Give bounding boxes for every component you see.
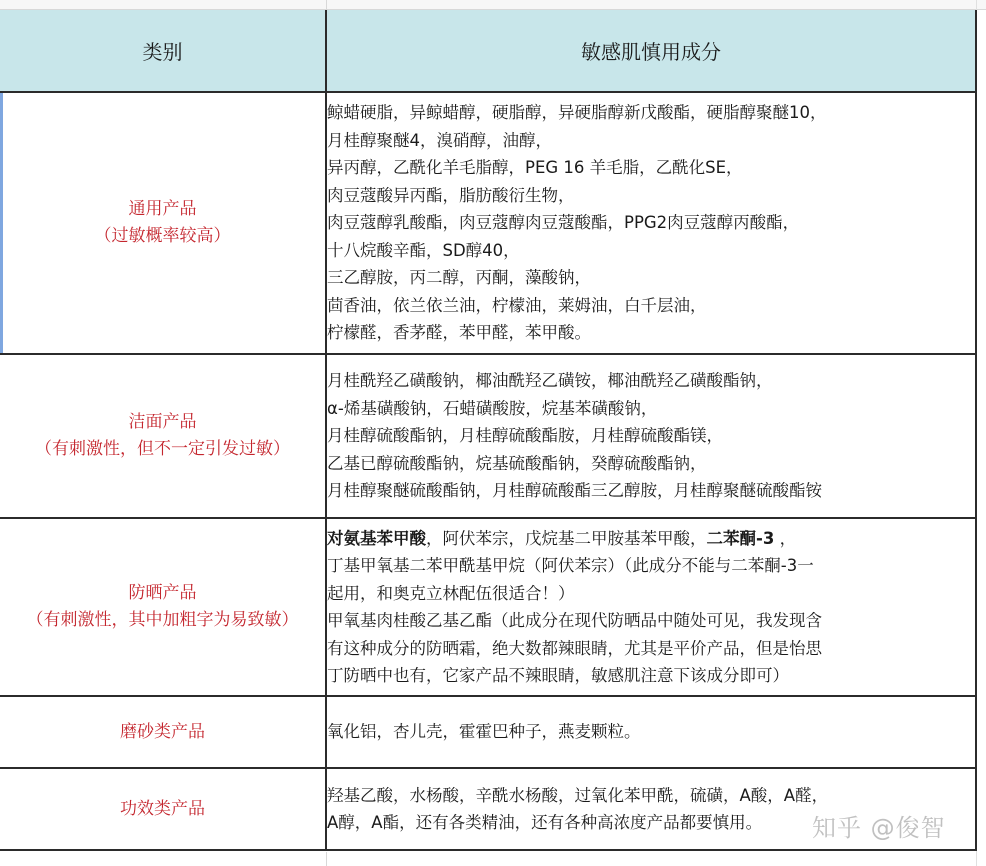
ingredient-line: 肉豆蔻酸异丙酯，脂肪酸衍生物， [327,185,575,205]
category-title: 通用产品 [128,199,197,219]
category-title: 功效类产品 [120,798,205,819]
category-cell-scrub[interactable] [0,696,326,768]
ingredient-text: ， [774,528,797,548]
header-row [0,10,976,92]
ingredient-line: 柠檬醛，香茅醛，苯甲醛，苯甲酸。 [327,323,591,343]
ingredient-line [327,525,975,553]
allergen-bold: 二苯酮-3 [706,528,775,548]
ingredient-line: 肉豆蔻醇乳酸酯，肉豆蔻醇肉豆蔻酸酯，PPG2肉豆蔻醇丙酸酯， [327,213,800,233]
table-row [0,518,976,696]
table-row [0,92,976,354]
table-row [0,696,976,768]
ingredient-line: 丁防晒中也有，它家产品不辣眼睛，敏感肌注意下该成分即可） [327,666,789,685]
ingredient-line: 月桂醇聚醚硫酸酯钠，月桂醇硫酸酯三乙醇胺，月桂醇聚醚硫酸酯铵 [327,481,822,501]
ingredient-line: 十八烷酸辛酯，SD醇40， [327,240,520,260]
sensitive-skin-ingredients-table [0,10,977,851]
ingredient-line: 羟基乙酸，水杨酸，辛酰水杨酸，过氧化苯甲酰，硫磺，A酸，A醛， [327,785,829,805]
ingredient-line: 月桂酰羟乙磺酸钠，椰油酰羟乙磺铵，椰油酰羟乙磺酸酯钠， [327,371,773,391]
ingredient-line: α-烯基磺酸钠，石蜡磺酸胺，烷基苯磺酸钠， [327,398,658,418]
category-cell-sunscreen[interactable] [0,518,326,696]
category-cell-general[interactable] [0,92,326,354]
column-divider [326,0,327,9]
table-row [0,354,976,518]
ingredient-text: ，阿伏苯宗，戊烷基二甲胺基苯甲酸， [426,528,707,548]
ingredient-line: 茴香油，依兰依兰油，柠檬油，莱姆油，白千层油， [327,295,707,315]
category-cell-cleansing[interactable] [0,354,326,518]
ingredients-cell-scrub[interactable] [326,696,976,768]
category-note: （有刺激性，但不一定引发过敏） [35,439,290,459]
ingredient-line: 月桂醇聚醚4，溴硝醇，油醇， [327,130,552,150]
ingredient-line: 月桂醇硫酸酯钠，月桂醇硫酸酯胺，月桂醇硫酸酯镁， [327,426,723,446]
category-note: （过敏概率较高） [94,226,231,246]
ingredient-line: 甲氧基肉桂酸乙基乙酯（此成分在现代防晒品中随处可见，我发现含 [327,611,822,630]
ingredients-cell-sunscreen[interactable] [326,518,976,696]
watermark: 知乎 @俊智 [812,814,946,842]
column-header-strip [0,0,986,10]
ingredients-cell-functional[interactable] [326,768,976,850]
ingredients-cell-general[interactable] [326,92,976,354]
category-title: 防晒产品 [128,583,197,603]
category-cell-functional[interactable] [0,768,326,850]
ingredient-line: 异丙醇，乙酰化羊毛脂醇，PEG 16 羊毛脂，乙酰化SE， [327,158,743,178]
category-note: （有刺激性，其中加粗字为易致敏） [26,610,299,630]
ingredient-line: 起用，和奥克立林配伍很适合！） [327,583,575,603]
ingredient-line: 丁基甲氧基二苯甲酰基甲烷（阿伏苯宗）（此成分不能与二苯酮-3一 [327,556,814,575]
header-category[interactable]: 类别 [0,10,326,92]
header-ingredients[interactable]: 敏感肌慎用成分 [326,10,976,92]
gridline [326,852,327,866]
ingredients-cell-cleansing[interactable] [326,354,976,518]
ingredient-line: 氧化铝，杏儿壳，霍霍巴种子，燕麦颗粒。 [327,722,641,742]
ingredient-line: 乙基已醇硫酸酯钠，烷基硫酸酯钠，癸醇硫酸酯钠， [327,453,707,473]
category-title: 磨砂类产品 [120,721,205,742]
table-row [0,768,976,850]
category-title: 洁面产品 [128,412,197,432]
allergen-bold: 对氨基苯甲酸 [327,528,426,548]
ingredient-line: 三乙醇胺，丙二醇，丙酮，藻酸钠， [327,268,591,288]
ingredient-line: A醇，A酯，还有各类精油，还有各种高浓度产品都要慎用。 [327,813,763,832]
ingredient-line: 鲸蜡硬脂，异鲸蜡醇，硬脂醇，异硬脂醇新戊酸酯，硬脂醇聚醚10， [327,103,827,123]
ingredient-line: 有这种成分的防晒霜，绝大数都辣眼睛，尤其是平价产品，但是怡思 [327,638,822,658]
